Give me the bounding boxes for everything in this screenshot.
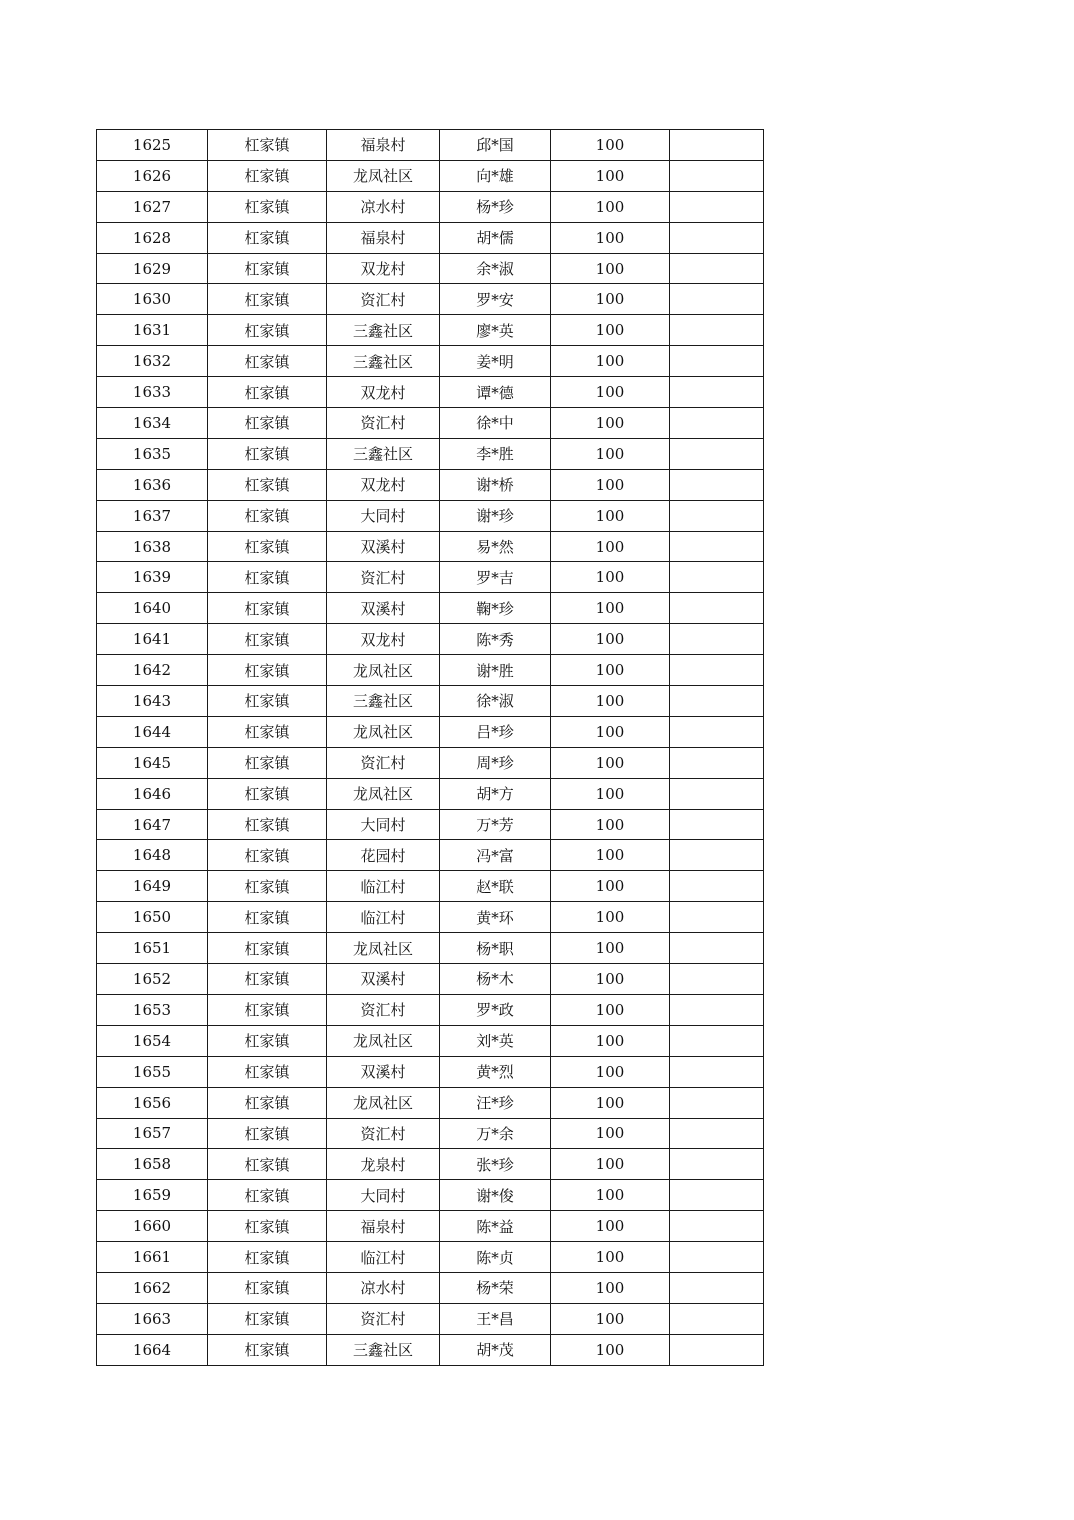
cell-remark: [670, 871, 764, 902]
cell-amount: 100: [551, 933, 670, 964]
cell-name: 向*雄: [440, 160, 551, 191]
cell-amount: 100: [551, 130, 670, 161]
cell-index: 1628: [97, 222, 208, 253]
cell-amount: 100: [551, 778, 670, 809]
cell-name: 邱*国: [440, 130, 551, 161]
cell-amount: 100: [551, 747, 670, 778]
cell-remark: [670, 284, 764, 315]
cell-remark: [670, 346, 764, 377]
cell-remark: [670, 593, 764, 624]
cell-remark: [670, 1272, 764, 1303]
cell-village: 龙凤社区: [327, 1087, 440, 1118]
cell-name: 谢*珍: [440, 500, 551, 531]
cell-town: 杠家镇: [208, 1272, 327, 1303]
cell-village: 资汇村: [327, 994, 440, 1025]
table-row: [97, 500, 764, 531]
cell-amount: 100: [551, 408, 670, 439]
cell-town: 杠家镇: [208, 562, 327, 593]
cell-village: 双溪村: [327, 1056, 440, 1087]
cell-town: 杠家镇: [208, 469, 327, 500]
cell-index: 1651: [97, 933, 208, 964]
cell-name: 万*余: [440, 1118, 551, 1149]
cell-town: 杠家镇: [208, 655, 327, 686]
cell-remark: [670, 686, 764, 717]
cell-name: 张*珍: [440, 1149, 551, 1180]
cell-remark: [670, 408, 764, 439]
cell-amount: 100: [551, 840, 670, 871]
cell-town: 杠家镇: [208, 747, 327, 778]
cell-index: 1662: [97, 1272, 208, 1303]
cell-town: 杠家镇: [208, 500, 327, 531]
cell-town: 杠家镇: [208, 408, 327, 439]
cell-town: 杠家镇: [208, 716, 327, 747]
cell-town: 杠家镇: [208, 994, 327, 1025]
cell-name: 谭*德: [440, 377, 551, 408]
cell-town: 杠家镇: [208, 933, 327, 964]
table-row: [97, 902, 764, 933]
cell-remark: [670, 438, 764, 469]
cell-remark: [670, 716, 764, 747]
cell-amount: 100: [551, 1056, 670, 1087]
table-row: [97, 624, 764, 655]
cell-amount: 100: [551, 686, 670, 717]
cell-name: 吕*珍: [440, 716, 551, 747]
cell-town: 杠家镇: [208, 1303, 327, 1334]
cell-index: 1632: [97, 346, 208, 377]
cell-name: 杨*木: [440, 964, 551, 995]
cell-village: 龙凤社区: [327, 933, 440, 964]
cell-amount: 100: [551, 438, 670, 469]
table-row: [97, 469, 764, 500]
cell-index: 1654: [97, 1025, 208, 1056]
cell-amount: 100: [551, 624, 670, 655]
cell-remark: [670, 655, 764, 686]
cell-amount: 100: [551, 1334, 670, 1365]
cell-index: 1664: [97, 1334, 208, 1365]
cell-name: 胡*茂: [440, 1334, 551, 1365]
cell-index: 1629: [97, 253, 208, 284]
cell-name: 罗*吉: [440, 562, 551, 593]
cell-name: 王*昌: [440, 1303, 551, 1334]
cell-amount: 100: [551, 160, 670, 191]
cell-index: 1655: [97, 1056, 208, 1087]
cell-name: 杨*珍: [440, 191, 551, 222]
cell-amount: 100: [551, 809, 670, 840]
cell-town: 杠家镇: [208, 438, 327, 469]
cell-town: 杠家镇: [208, 1087, 327, 1118]
table-row: [97, 160, 764, 191]
cell-remark: [670, 222, 764, 253]
cell-name: 陈*益: [440, 1211, 551, 1242]
cell-village: 大同村: [327, 809, 440, 840]
cell-index: 1652: [97, 964, 208, 995]
cell-town: 杠家镇: [208, 253, 327, 284]
cell-amount: 100: [551, 964, 670, 995]
cell-amount: 100: [551, 253, 670, 284]
cell-index: 1639: [97, 562, 208, 593]
cell-town: 杠家镇: [208, 222, 327, 253]
cell-remark: [670, 747, 764, 778]
table-row: [97, 933, 764, 964]
cell-index: 1653: [97, 994, 208, 1025]
table-row: [97, 964, 764, 995]
cell-village: 临江村: [327, 871, 440, 902]
cell-town: 杠家镇: [208, 1211, 327, 1242]
cell-remark: [670, 809, 764, 840]
cell-remark: [670, 994, 764, 1025]
cell-index: 1638: [97, 531, 208, 562]
cell-index: 1626: [97, 160, 208, 191]
table-row: [97, 871, 764, 902]
cell-index: 1644: [97, 716, 208, 747]
cell-remark: [670, 778, 764, 809]
cell-village: 龙凤社区: [327, 1025, 440, 1056]
cell-village: 龙泉村: [327, 1149, 440, 1180]
table-row: [97, 346, 764, 377]
table-row: [97, 284, 764, 315]
cell-name: 徐*中: [440, 408, 551, 439]
cell-name: 谢*桥: [440, 469, 551, 500]
cell-town: 杠家镇: [208, 840, 327, 871]
cell-name: 赵*联: [440, 871, 551, 902]
cell-town: 杠家镇: [208, 964, 327, 995]
cell-village: 双溪村: [327, 531, 440, 562]
cell-name: 陈*秀: [440, 624, 551, 655]
cell-index: 1643: [97, 686, 208, 717]
table-row: [97, 222, 764, 253]
cell-index: 1649: [97, 871, 208, 902]
cell-name: 鞠*珍: [440, 593, 551, 624]
cell-amount: 100: [551, 191, 670, 222]
cell-amount: 100: [551, 562, 670, 593]
cell-remark: [670, 1025, 764, 1056]
cell-amount: 100: [551, 1087, 670, 1118]
cell-village: 资汇村: [327, 284, 440, 315]
cell-town: 杠家镇: [208, 130, 327, 161]
data-table: [96, 129, 764, 1366]
table-row: [97, 1149, 764, 1180]
cell-town: 杠家镇: [208, 809, 327, 840]
table-row: [97, 377, 764, 408]
cell-village: 临江村: [327, 902, 440, 933]
cell-index: 1635: [97, 438, 208, 469]
table-row: [97, 438, 764, 469]
table-row: [97, 1118, 764, 1149]
cell-town: 杠家镇: [208, 593, 327, 624]
cell-remark: [670, 624, 764, 655]
table-row: [97, 809, 764, 840]
cell-amount: 100: [551, 1025, 670, 1056]
cell-remark: [670, 1303, 764, 1334]
cell-name: 余*淑: [440, 253, 551, 284]
cell-town: 杠家镇: [208, 315, 327, 346]
cell-village: 临江村: [327, 1242, 440, 1273]
cell-village: 花园村: [327, 840, 440, 871]
cell-index: 1650: [97, 902, 208, 933]
cell-village: 龙凤社区: [327, 716, 440, 747]
cell-village: 资汇村: [327, 747, 440, 778]
cell-town: 杠家镇: [208, 686, 327, 717]
cell-index: 1657: [97, 1118, 208, 1149]
cell-amount: 100: [551, 500, 670, 531]
cell-index: 1663: [97, 1303, 208, 1334]
table-row: [97, 315, 764, 346]
cell-village: 龙凤社区: [327, 778, 440, 809]
cell-town: 杠家镇: [208, 1334, 327, 1365]
cell-town: 杠家镇: [208, 1025, 327, 1056]
cell-remark: [670, 1056, 764, 1087]
cell-index: 1630: [97, 284, 208, 315]
cell-remark: [670, 1334, 764, 1365]
table-row: [97, 1087, 764, 1118]
cell-village: 三鑫社区: [327, 346, 440, 377]
table-row: [97, 253, 764, 284]
table-row: [97, 1303, 764, 1334]
cell-remark: [670, 562, 764, 593]
cell-town: 杠家镇: [208, 1118, 327, 1149]
cell-village: 龙凤社区: [327, 160, 440, 191]
table-row: [97, 686, 764, 717]
cell-remark: [670, 1118, 764, 1149]
cell-remark: [670, 1242, 764, 1273]
cell-name: 徐*淑: [440, 686, 551, 717]
table-row: [97, 531, 764, 562]
cell-town: 杠家镇: [208, 377, 327, 408]
cell-amount: 100: [551, 1242, 670, 1273]
table-row: [97, 562, 764, 593]
cell-index: 1642: [97, 655, 208, 686]
cell-village: 资汇村: [327, 1303, 440, 1334]
cell-amount: 100: [551, 871, 670, 902]
cell-village: 三鑫社区: [327, 315, 440, 346]
cell-index: 1659: [97, 1180, 208, 1211]
cell-amount: 100: [551, 315, 670, 346]
cell-index: 1640: [97, 593, 208, 624]
cell-name: 谢*胜: [440, 655, 551, 686]
cell-index: 1658: [97, 1149, 208, 1180]
cell-village: 三鑫社区: [327, 686, 440, 717]
cell-index: 1625: [97, 130, 208, 161]
cell-amount: 100: [551, 1180, 670, 1211]
cell-town: 杠家镇: [208, 871, 327, 902]
table-row: [97, 593, 764, 624]
cell-name: 罗*安: [440, 284, 551, 315]
cell-name: 黄*环: [440, 902, 551, 933]
cell-village: 双龙村: [327, 624, 440, 655]
cell-village: 福泉村: [327, 1211, 440, 1242]
cell-town: 杠家镇: [208, 191, 327, 222]
table-row: [97, 655, 764, 686]
table-row: [97, 1242, 764, 1273]
cell-name: 杨*荣: [440, 1272, 551, 1303]
cell-village: 凉水村: [327, 1272, 440, 1303]
cell-index: 1634: [97, 408, 208, 439]
cell-village: 资汇村: [327, 408, 440, 439]
cell-index: 1631: [97, 315, 208, 346]
cell-name: 李*胜: [440, 438, 551, 469]
cell-index: 1636: [97, 469, 208, 500]
cell-town: 杠家镇: [208, 1056, 327, 1087]
table-row: [97, 408, 764, 439]
cell-name: 罗*政: [440, 994, 551, 1025]
cell-village: 双溪村: [327, 964, 440, 995]
cell-index: 1660: [97, 1211, 208, 1242]
cell-name: 谢*俊: [440, 1180, 551, 1211]
table-row: [97, 191, 764, 222]
cell-village: 三鑫社区: [327, 1334, 440, 1365]
cell-village: 龙凤社区: [327, 655, 440, 686]
cell-index: 1646: [97, 778, 208, 809]
cell-remark: [670, 191, 764, 222]
cell-remark: [670, 315, 764, 346]
cell-name: 陈*贞: [440, 1242, 551, 1273]
cell-remark: [670, 500, 764, 531]
cell-remark: [670, 531, 764, 562]
cell-village: 双龙村: [327, 469, 440, 500]
cell-amount: 100: [551, 1272, 670, 1303]
cell-town: 杠家镇: [208, 346, 327, 377]
cell-village: 资汇村: [327, 1118, 440, 1149]
cell-town: 杠家镇: [208, 1149, 327, 1180]
cell-amount: 100: [551, 222, 670, 253]
cell-name: 万*芳: [440, 809, 551, 840]
table-row: [97, 840, 764, 871]
cell-remark: [670, 902, 764, 933]
cell-amount: 100: [551, 994, 670, 1025]
table-row: [97, 778, 764, 809]
cell-village: 双溪村: [327, 593, 440, 624]
cell-remark: [670, 840, 764, 871]
cell-amount: 100: [551, 655, 670, 686]
table-body: [97, 130, 764, 1366]
cell-village: 福泉村: [327, 130, 440, 161]
cell-name: 胡*儒: [440, 222, 551, 253]
cell-amount: 100: [551, 593, 670, 624]
cell-index: 1637: [97, 500, 208, 531]
cell-amount: 100: [551, 377, 670, 408]
cell-remark: [670, 1149, 764, 1180]
table-row: [97, 130, 764, 161]
cell-amount: 100: [551, 902, 670, 933]
table-row: [97, 747, 764, 778]
cell-town: 杠家镇: [208, 1242, 327, 1273]
cell-name: 黄*烈: [440, 1056, 551, 1087]
table-row: [97, 1272, 764, 1303]
cell-village: 三鑫社区: [327, 438, 440, 469]
cell-town: 杠家镇: [208, 624, 327, 655]
cell-name: 冯*富: [440, 840, 551, 871]
cell-name: 胡*方: [440, 778, 551, 809]
cell-village: 双龙村: [327, 377, 440, 408]
cell-amount: 100: [551, 1118, 670, 1149]
cell-village: 大同村: [327, 500, 440, 531]
cell-index: 1627: [97, 191, 208, 222]
table-row: [97, 1180, 764, 1211]
table-row: [97, 1211, 764, 1242]
cell-town: 杠家镇: [208, 284, 327, 315]
cell-amount: 100: [551, 469, 670, 500]
cell-remark: [670, 1211, 764, 1242]
cell-town: 杠家镇: [208, 531, 327, 562]
table-row: [97, 1334, 764, 1365]
cell-amount: 100: [551, 284, 670, 315]
cell-name: 杨*职: [440, 933, 551, 964]
cell-town: 杠家镇: [208, 778, 327, 809]
cell-remark: [670, 377, 764, 408]
cell-village: 双龙村: [327, 253, 440, 284]
cell-town: 杠家镇: [208, 1180, 327, 1211]
cell-index: 1641: [97, 624, 208, 655]
table-row: [97, 1025, 764, 1056]
cell-name: 汪*珍: [440, 1087, 551, 1118]
cell-village: 资汇村: [327, 562, 440, 593]
cell-index: 1661: [97, 1242, 208, 1273]
cell-name: 廖*英: [440, 315, 551, 346]
cell-town: 杠家镇: [208, 160, 327, 191]
cell-amount: 100: [551, 346, 670, 377]
cell-index: 1647: [97, 809, 208, 840]
table-row: [97, 994, 764, 1025]
cell-remark: [670, 253, 764, 284]
cell-remark: [670, 964, 764, 995]
cell-remark: [670, 933, 764, 964]
cell-amount: 100: [551, 1303, 670, 1334]
cell-village: 凉水村: [327, 191, 440, 222]
table-row: [97, 1056, 764, 1087]
cell-remark: [670, 160, 764, 191]
cell-town: 杠家镇: [208, 902, 327, 933]
cell-amount: 100: [551, 716, 670, 747]
cell-remark: [670, 1180, 764, 1211]
cell-index: 1633: [97, 377, 208, 408]
cell-index: 1648: [97, 840, 208, 871]
cell-remark: [670, 469, 764, 500]
cell-amount: 100: [551, 1149, 670, 1180]
cell-remark: [670, 130, 764, 161]
cell-village: 大同村: [327, 1180, 440, 1211]
cell-index: 1645: [97, 747, 208, 778]
cell-name: 周*珍: [440, 747, 551, 778]
cell-name: 易*然: [440, 531, 551, 562]
cell-amount: 100: [551, 531, 670, 562]
cell-remark: [670, 1087, 764, 1118]
cell-index: 1656: [97, 1087, 208, 1118]
cell-amount: 100: [551, 1211, 670, 1242]
cell-village: 福泉村: [327, 222, 440, 253]
table-row: [97, 716, 764, 747]
cell-name: 姜*明: [440, 346, 551, 377]
cell-name: 刘*英: [440, 1025, 551, 1056]
